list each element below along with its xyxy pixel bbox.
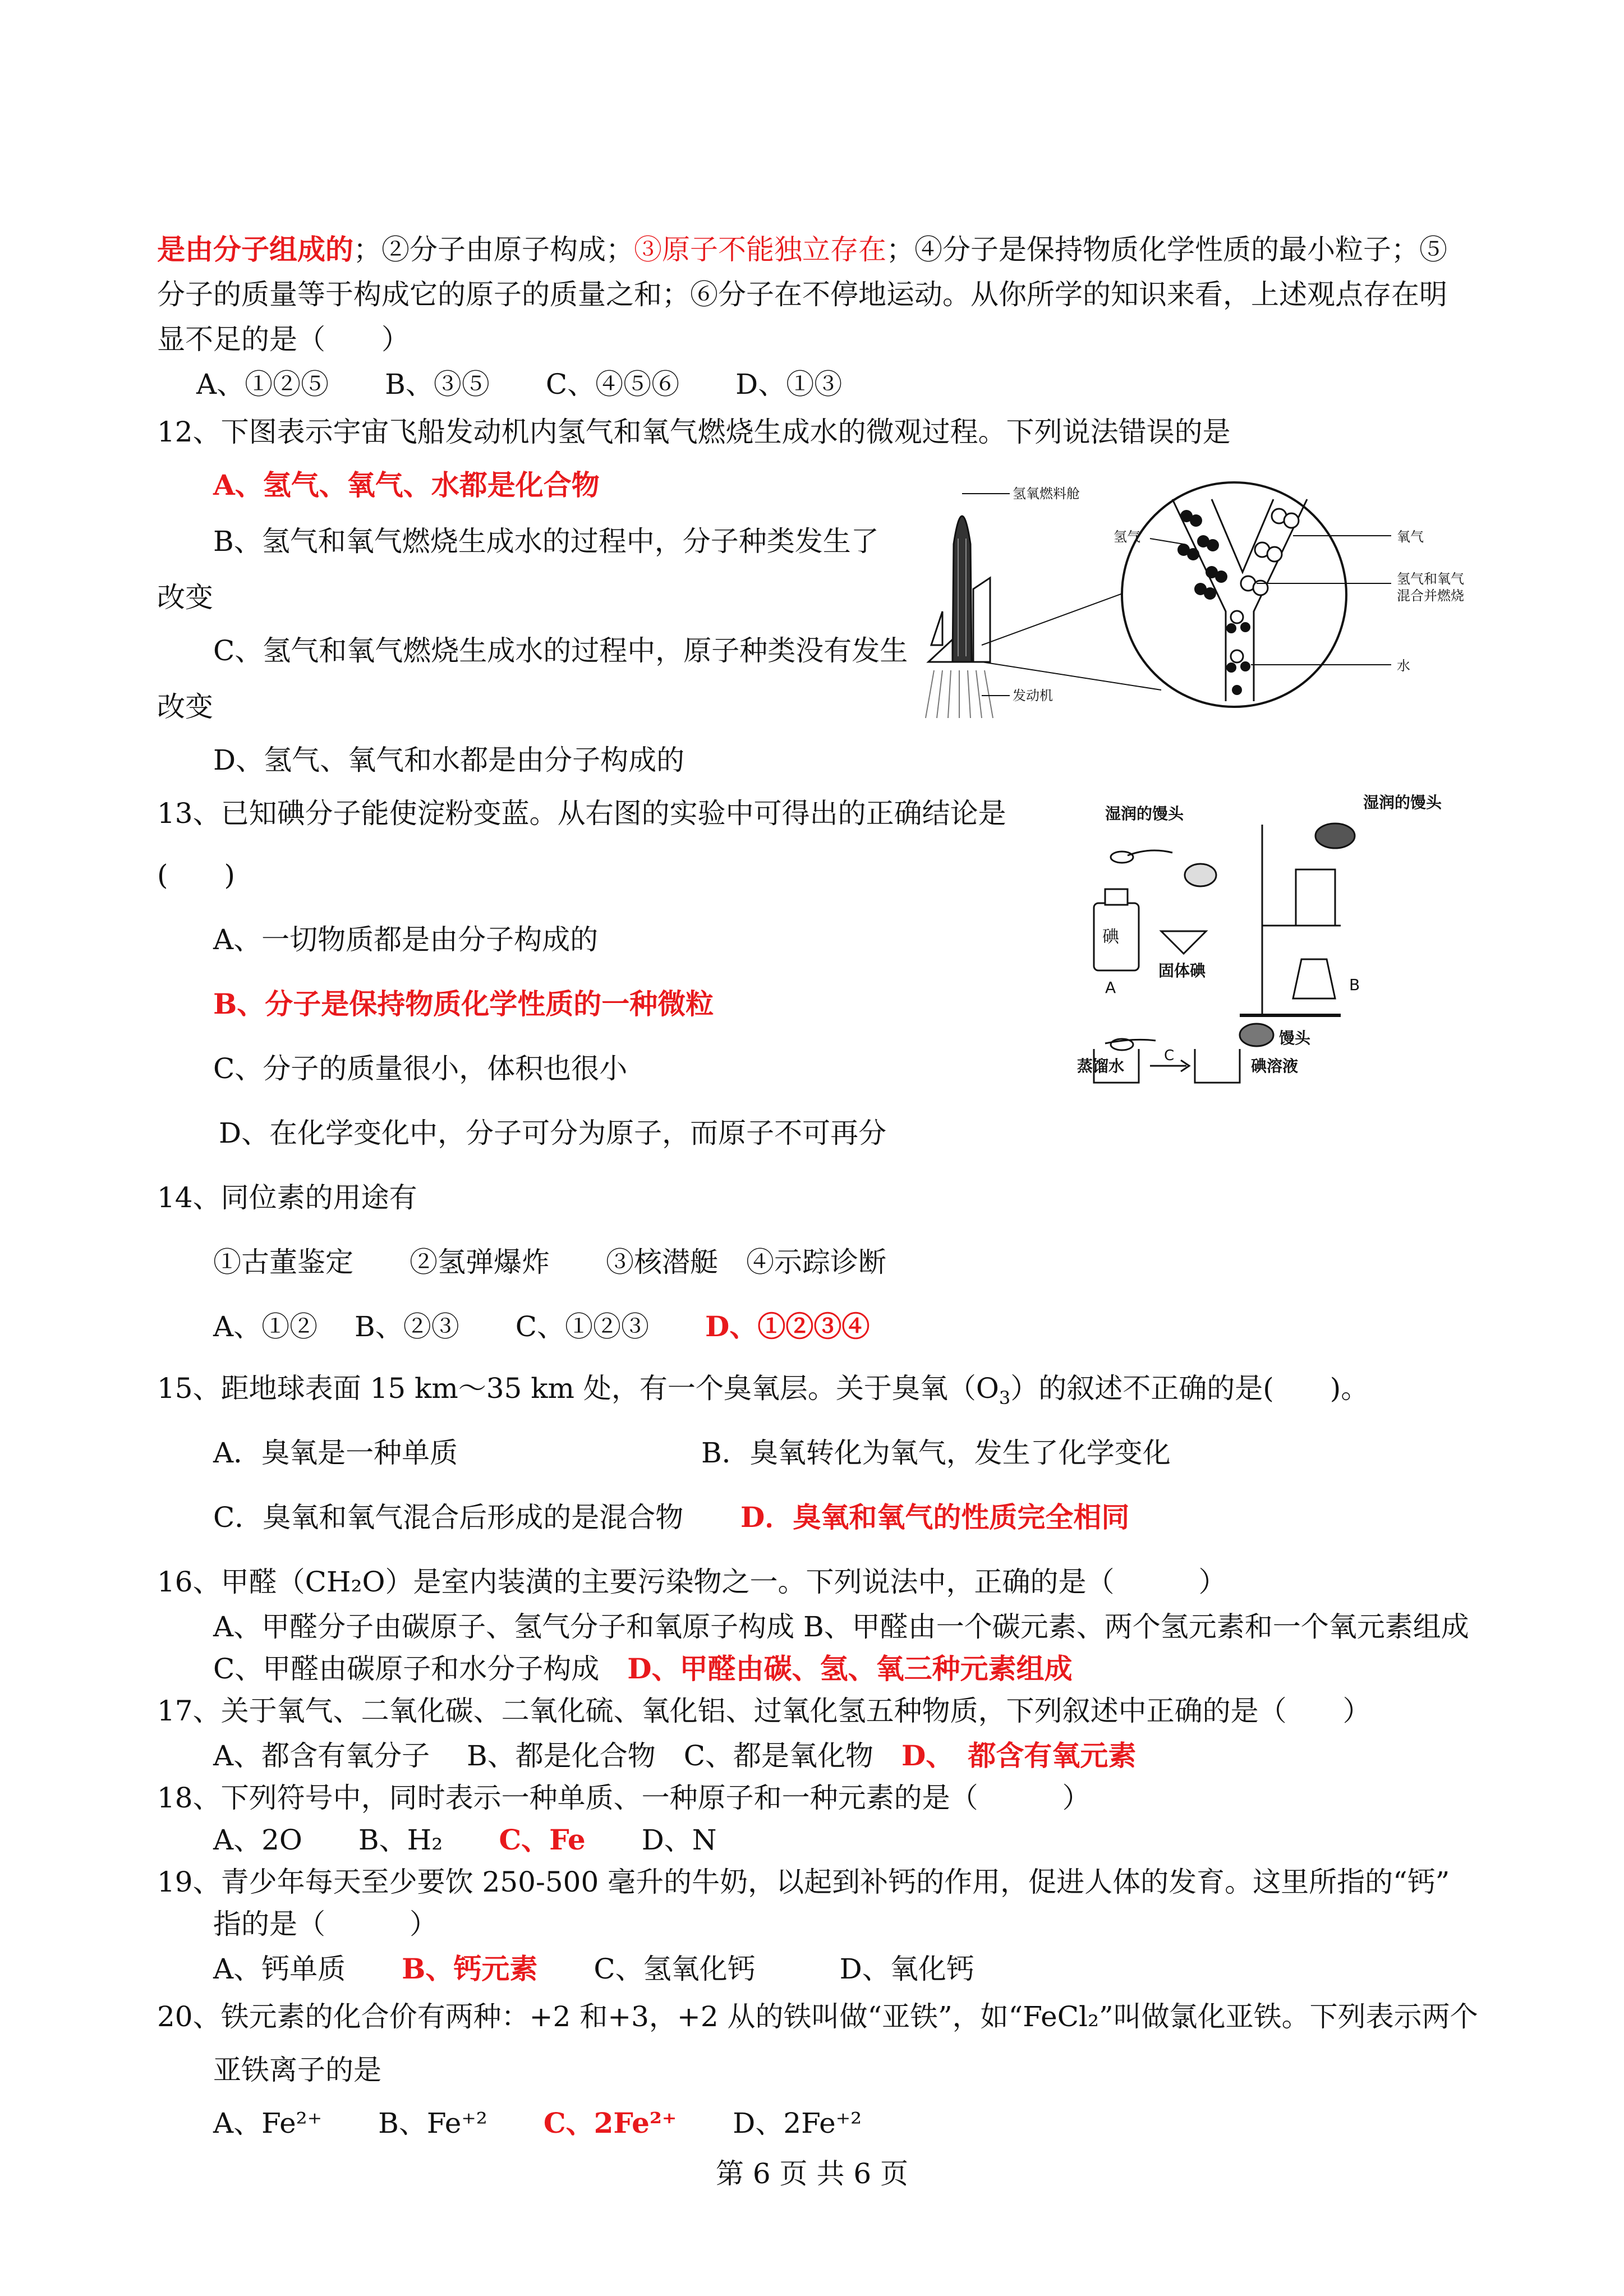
q15-stem	[157, 1372, 1369, 1409]
q16-answer: D、甲醛由碳、氢、氧三种元素组成	[627, 1652, 1073, 1685]
fig13-label-bread2: 湿润的馒头	[1363, 793, 1442, 812]
q19-stem: 19、青少年每天至少要饮 250-500 毫升的牛奶，以起到补钙的作用，促进人体的发育。这里所指的“钙”	[157, 1866, 1450, 1898]
q19-stem-2: 指的是（ ）	[213, 1908, 438, 1940]
highlight-text: 是由分子组成的	[157, 233, 353, 266]
fig13-label-bread3: 馒头	[1279, 1029, 1311, 1047]
fig13-label-iodine-solution: 碘溶液	[1251, 1057, 1299, 1075]
q14-options	[213, 1310, 869, 1343]
q15-option-c: C．臭氧和氧气混合后形成的是混合物	[213, 1501, 684, 1534]
q11-options: A、①②⑤ B、③⑤ C、④⑤⑥ D、①③	[196, 368, 843, 401]
line-1	[157, 233, 1447, 266]
fig12-label-mix2: 混合并燃烧	[1397, 588, 1464, 604]
fig13-label-b: B	[1349, 976, 1360, 994]
fig12-label-water: 水	[1397, 658, 1410, 674]
q19-option-a: A、钙单质	[213, 1953, 346, 1985]
q12-option-c-cont: 改变	[157, 691, 213, 723]
fig12-label-hydrogen: 氢气	[1114, 529, 1140, 545]
q12-option-d: D、氢气、氧气和水都是由分子构成的	[213, 744, 685, 776]
fig13-label-bread1: 湿润的馒头	[1105, 804, 1184, 823]
q14-items: ①古董鉴定 ②氢弹爆炸 ③核潜艇 ④示踪诊断	[213, 1246, 886, 1278]
fig13-label-water: 蒸馏水	[1077, 1057, 1125, 1075]
q16-options-ab: A、甲醛分子由碳原子、氢气分子和氧原子构成 B、甲醛由一个碳元素、两个氢元素和一个氧元素组成	[213, 1611, 1469, 1643]
q17-stem: 17、关于氧气、二氧化碳、二氧化硫、氧化铝、过氧化氢五种物质，下列叙述中正确的是（ ）	[157, 1695, 1371, 1727]
q18-options-ab: A、2O B、H₂	[213, 1824, 443, 1856]
q12-option-c: C、氢气和氧气燃烧生成水的过程中，原子种类没有发生	[213, 634, 908, 667]
text: ；④分子是保持物质化学性质的最小粒子；⑤	[886, 233, 1447, 266]
fig13-label-solid-iodine: 固体碘	[1158, 961, 1206, 980]
q13-stem: 13、已知碘分子能使淀粉变蓝。从右图的实验中可得出的正确结论是	[157, 797, 1006, 830]
iodine-experiment-figure	[1071, 791, 1509, 1088]
q18-stem: 18、下列符号中，同时表示一种单质、一种原子和一种元素的是（ ）	[157, 1782, 1091, 1814]
q17-options	[213, 1739, 1136, 1773]
q17-answer: D、 都含有氧元素	[901, 1739, 1137, 1772]
q12-option-a: A、氢气、氧气、水都是化合物	[213, 468, 600, 501]
text: ；②分子由原子构成；	[353, 233, 634, 266]
q18-option-d: D、N	[641, 1824, 717, 1856]
q20-stem-2: 亚铁离子的是	[213, 2054, 381, 2086]
q14-options-text: A、①② B、②③ C、①②③	[213, 1310, 650, 1343]
q15-option-b: B．臭氧转化为氧气，发生了化学变化	[701, 1437, 1171, 1469]
fig12-label-oxygen: 氧气	[1397, 529, 1424, 545]
q14-stem: 14、同位素的用途有	[157, 1181, 417, 1214]
q13-option-b: B、分子是保持物质化学性质的一种微粒	[213, 987, 714, 1020]
line-2: 分子的质量等于构成它的原子的质量之和；⑥分子在不停地运动。从你所学的知识来看，上述观点存在明	[157, 278, 1447, 311]
q20-answer: C、2Fe²⁺	[543, 2106, 677, 2139]
q16-options-cd	[213, 1652, 1073, 1686]
page-footer: 第 6 页 共 6 页	[715, 2157, 909, 2190]
q13-option-a: A、一切物质都是由分子构成的	[213, 923, 599, 956]
fig13-label-a: A	[1105, 978, 1116, 997]
q12-stem: 12、下图表示宇宙飞船发动机内氢气和氧气燃烧生成水的微观过程。下列说法错误的是	[157, 416, 1231, 448]
q20-option-d: D、2Fe⁺²	[733, 2107, 862, 2139]
q12-option-b-cont: 改变	[157, 581, 213, 614]
q20-options	[213, 2106, 942, 2140]
highlight-text: ③原子不能独立存在	[634, 233, 886, 266]
q15-stem-b: ）的叙述不正确的是( )。	[1010, 1372, 1369, 1405]
q15-option-a: A．臭氧是一种单质	[213, 1437, 458, 1469]
q20-option-b: B、Fe⁺²	[378, 2107, 487, 2139]
q12-option-b: B、氢气和氧气燃烧生成水的过程中，分子种类发生了	[213, 525, 879, 558]
fig13-label-iodine: 碘	[1102, 927, 1119, 947]
fig12-label-engine: 发动机	[1013, 688, 1053, 703]
q16-stem: 16、甲醛（CH₂O）是室内装潢的主要污染物之一。下列说法中，正确的是（ ）	[157, 1566, 1227, 1598]
q17-options-text: A、都含有氧分子 B、都是化合物 C、都是氧化物	[213, 1740, 874, 1772]
q14-answer: D、①②③④	[705, 1310, 870, 1343]
q18-answer: C、Fe	[499, 1823, 586, 1856]
line-3: 显不足的是（ ）	[157, 323, 410, 356]
q15-stem-a: 15、距地球表面 15 km～35 km 处，有一个臭氧层。关于臭氧（O	[157, 1372, 999, 1405]
q19-options-cd: C、氢氧化钙 D、氧化钙	[594, 1953, 974, 1985]
q20-option-a: A、Fe²⁺	[213, 2107, 323, 2139]
q19-answer: B、钙元素	[402, 1952, 538, 1985]
q18-options	[213, 1823, 717, 1857]
fig12-label-fuel: 氢氧燃料舱	[1013, 486, 1080, 501]
fig13-label-c: C	[1164, 1047, 1175, 1064]
q13-option-d: D、在化学变化中，分子可分为原子，而原子不可再分	[219, 1117, 887, 1149]
spacecraft-combustion-figure	[920, 477, 1503, 724]
shuttle-icon	[928, 516, 990, 662]
q16-option-c: C、甲醛由碳原子和水分子构成	[213, 1653, 600, 1685]
q19-options	[213, 1952, 974, 1986]
q15-option-d: D．臭氧和氧气的性质完全相同	[740, 1501, 1130, 1534]
q13-option-c: C、分子的质量很小，体积也很小	[213, 1052, 628, 1085]
q13-paren: ( )	[157, 859, 236, 891]
exhaust-icon	[926, 670, 993, 718]
fig12-label-mix1: 氢气和氧气	[1397, 571, 1464, 587]
q20-stem: 20、铁元素的化合价有两种：+2 和+3，+2 从的铁叫做“亚铁”，如“FeCl₂”叫做氯化亚铁。下列表示两个	[157, 2000, 1478, 2033]
q15-subscript: 3	[999, 1387, 1011, 1409]
